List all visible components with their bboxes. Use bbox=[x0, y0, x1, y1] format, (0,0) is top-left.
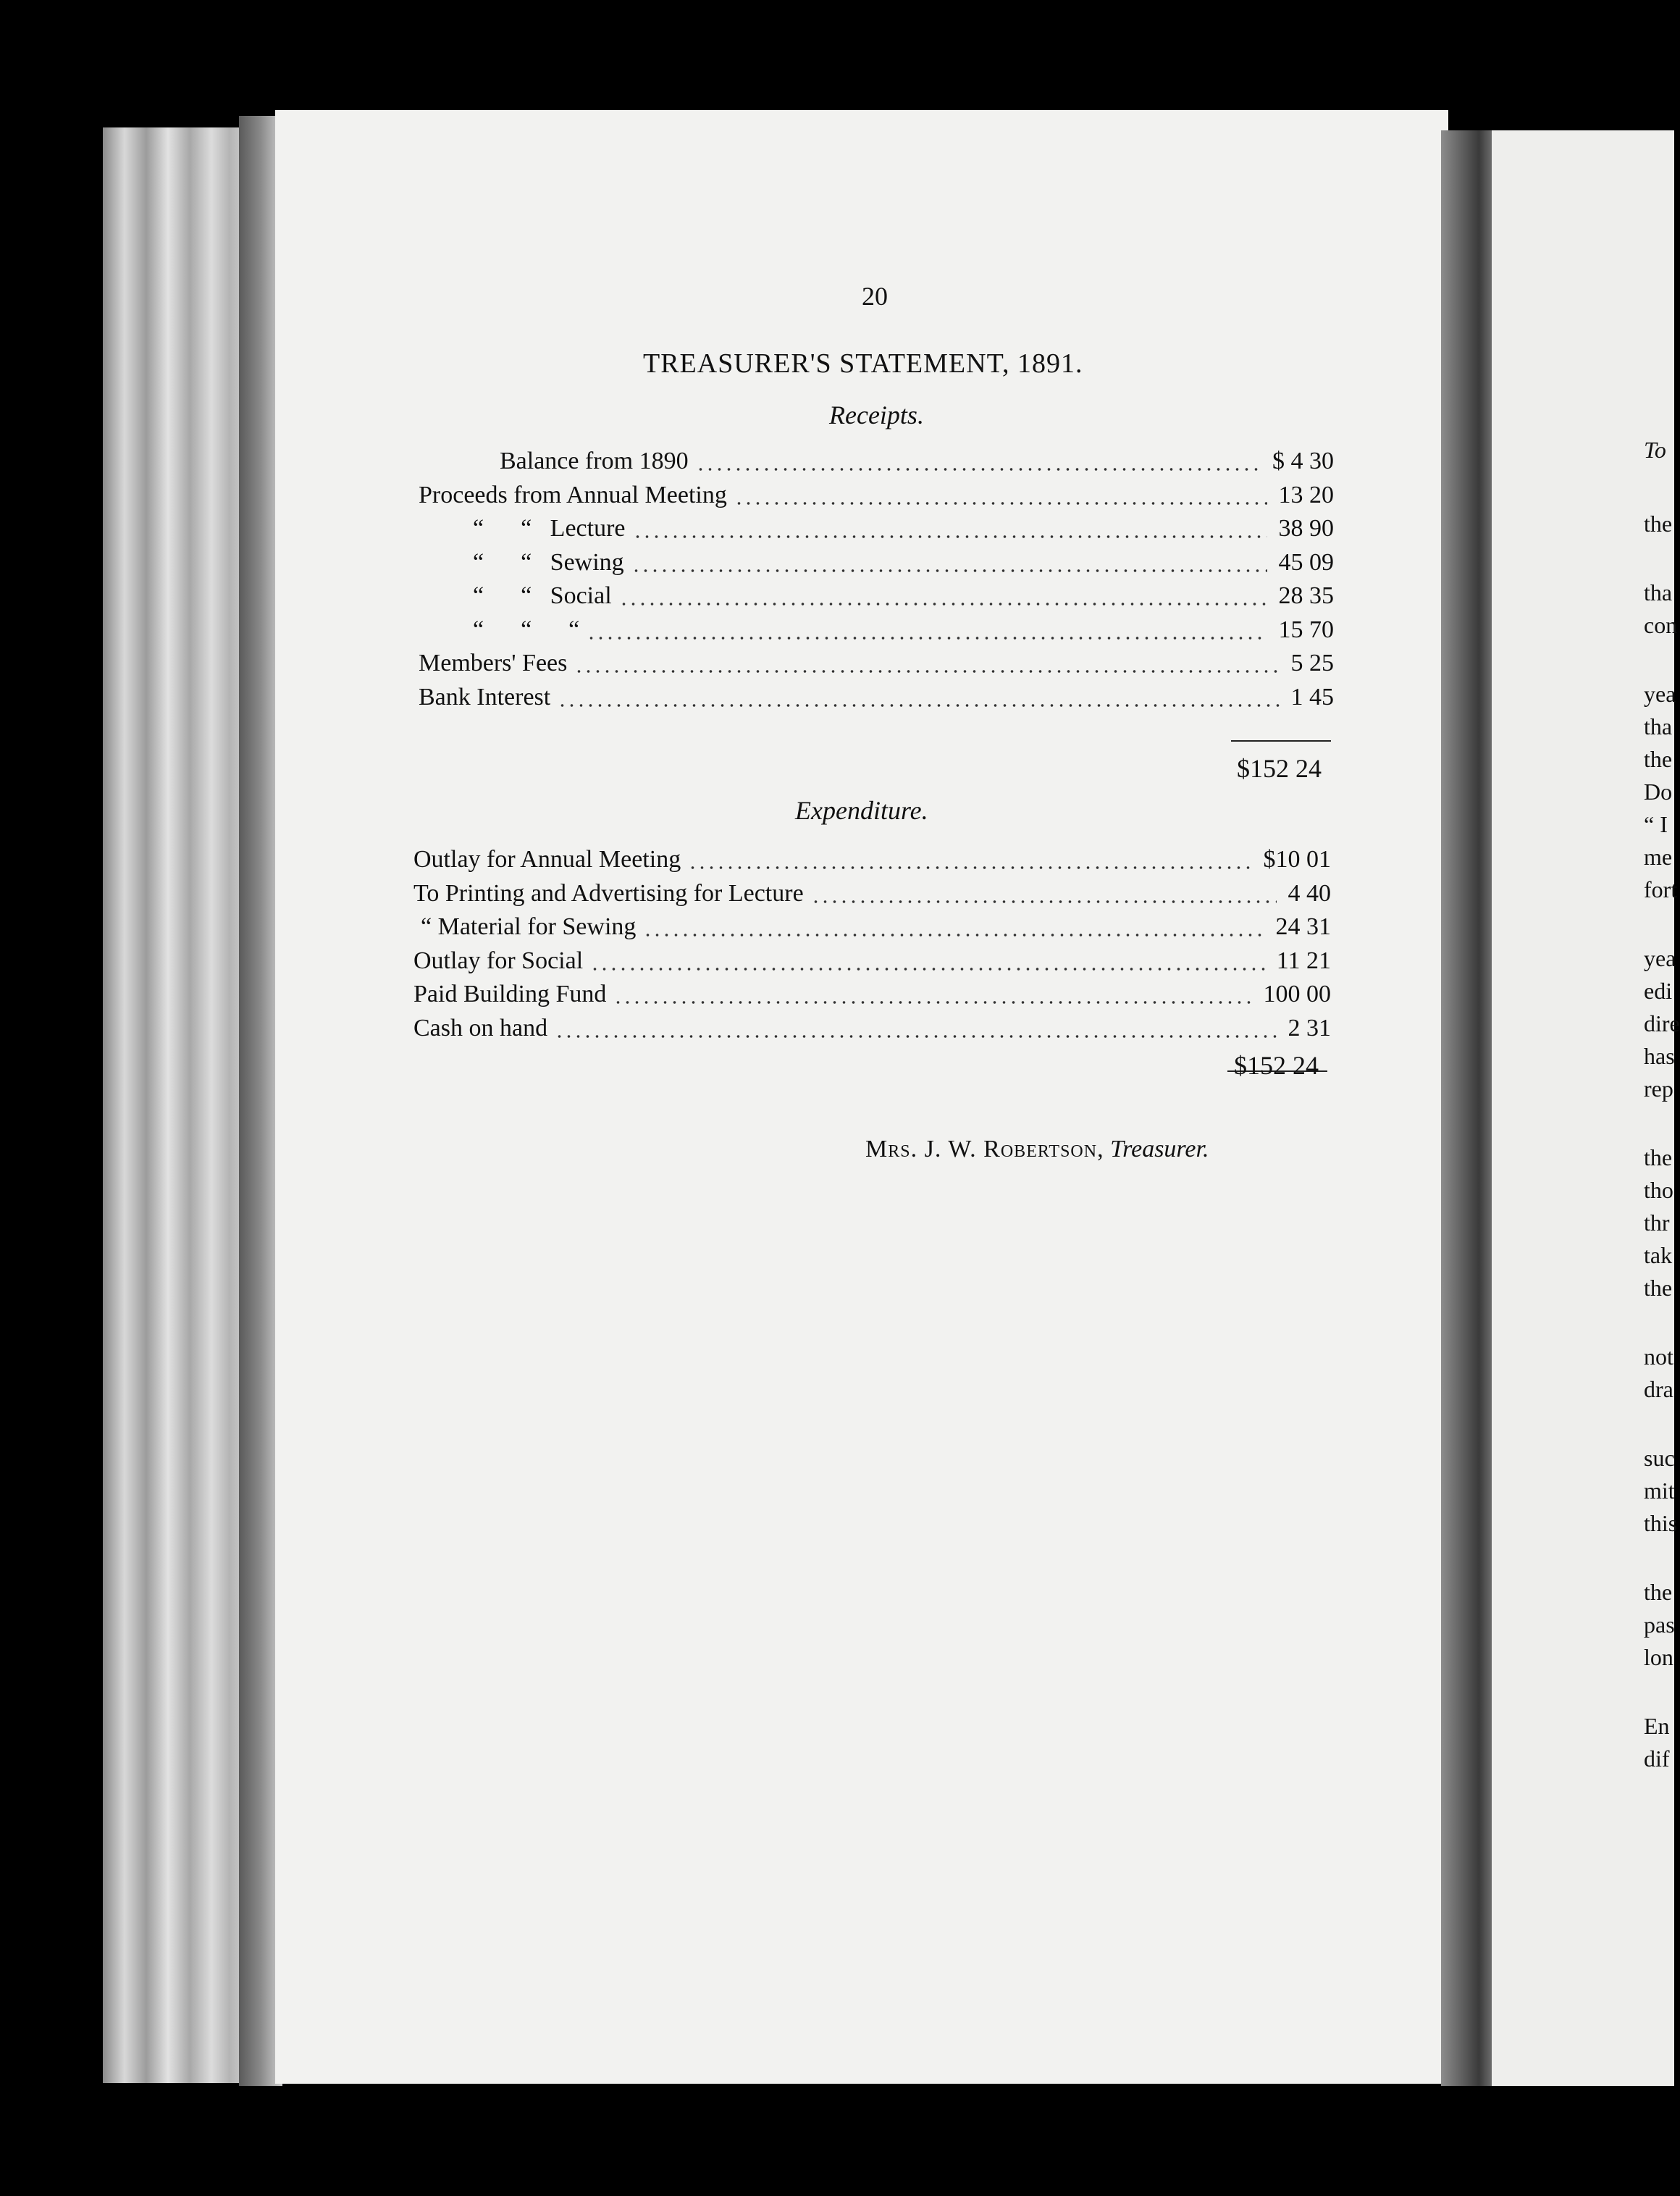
expenditure-label: To Printing and Advertising for Lecture bbox=[413, 879, 804, 907]
facing-page-fragment: the bbox=[1644, 1144, 1673, 1170]
receipt-label: “ “ Social bbox=[473, 582, 612, 609]
facing-page-fragment: edi bbox=[1644, 978, 1673, 1004]
receipt-leader-dots bbox=[558, 704, 1279, 707]
facing-page-fragment: dra bbox=[1644, 1376, 1673, 1402]
expenditure-heading: Expenditure. bbox=[795, 796, 928, 825]
receipt-amount: 5 25 bbox=[1290, 650, 1334, 676]
receipt-leader-dots bbox=[587, 637, 1267, 640]
receipt-leader-dots bbox=[696, 468, 1261, 471]
expenditure-leader-dots bbox=[555, 1035, 1276, 1038]
facing-page-fragment: lon bbox=[1644, 1644, 1673, 1670]
receipt-leader-dots bbox=[631, 569, 1267, 572]
statement-title: TREASURER'S STATEMENT, 1891. bbox=[643, 348, 1083, 379]
facing-page-fragment: pas bbox=[1644, 1612, 1675, 1638]
receipt-row bbox=[473, 515, 1334, 548]
expenditure-label: Paid Building Fund bbox=[413, 981, 607, 1007]
expenditure-amount: 4 40 bbox=[1288, 879, 1331, 907]
expenditure-total: $152 24 bbox=[1234, 1051, 1319, 1080]
facing-page-fragment: Do bbox=[1644, 779, 1673, 805]
receipt-label: “ “ Lecture bbox=[473, 515, 626, 542]
expenditure-leader-dots bbox=[613, 1001, 1251, 1004]
receipt-label: “ “ Sewing bbox=[473, 548, 624, 576]
receipt-label: Balance from 1890 bbox=[500, 448, 689, 474]
page-number: 20 bbox=[862, 282, 888, 311]
facing-page-fragment: con bbox=[1644, 612, 1678, 638]
receipts-heading: Receipts. bbox=[829, 401, 924, 429]
receipt-row bbox=[419, 482, 1334, 515]
expenditure-label: Cash on hand bbox=[413, 1014, 548, 1042]
receipt-label: Proceeds from Annual Meeting bbox=[419, 481, 727, 508]
receipt-label: “ “ “ bbox=[473, 616, 580, 643]
receipt-amount: $ 4 30 bbox=[1272, 448, 1334, 474]
expenditure-row bbox=[413, 880, 1331, 913]
facing-page-fragment: the bbox=[1644, 1275, 1673, 1301]
facing-page-fragment: the bbox=[1644, 746, 1673, 772]
facing-page-fragment: To bbox=[1644, 437, 1666, 463]
expenditure-row bbox=[413, 947, 1331, 981]
expenditure-row bbox=[413, 846, 1331, 879]
facing-page-fragment: tha bbox=[1644, 713, 1673, 739]
facing-page-fragment: dif bbox=[1644, 1746, 1670, 1772]
facing-page-fragment: suc bbox=[1644, 1445, 1675, 1471]
receipt-label: Members' Fees bbox=[419, 650, 568, 676]
expenditure-row bbox=[421, 913, 1331, 947]
facing-page-fragment: rep bbox=[1644, 1076, 1673, 1102]
expenditure-leader-dots bbox=[811, 900, 1277, 903]
expenditure-amount: 100 00 bbox=[1263, 981, 1331, 1007]
facing-page-fragment: En bbox=[1644, 1713, 1670, 1739]
receipt-row bbox=[473, 582, 1334, 616]
facing-page-fragment: fort bbox=[1644, 876, 1678, 902]
treasurer-role: Treasurer. bbox=[1110, 1136, 1209, 1162]
receipt-amount: 45 09 bbox=[1278, 548, 1334, 576]
receipt-amount: 38 90 bbox=[1278, 515, 1334, 542]
expenditure-label: Outlay for Annual Meeting bbox=[413, 846, 681, 873]
facing-page-fragment: me bbox=[1644, 844, 1673, 870]
expenditure-leader-dots bbox=[590, 968, 1265, 971]
facing-page-fragment: mit bbox=[1644, 1478, 1675, 1504]
expenditure-row bbox=[413, 981, 1331, 1014]
receipt-row bbox=[500, 448, 1334, 481]
facing-page-fragment: thr bbox=[1644, 1210, 1670, 1236]
receipt-leader-dots bbox=[734, 502, 1267, 505]
expenditure-row bbox=[413, 1015, 1331, 1048]
receipt-row bbox=[419, 650, 1334, 683]
facing-page-fragment: this bbox=[1644, 1510, 1678, 1536]
facing-page-fragment: yea bbox=[1644, 681, 1676, 707]
receipt-row bbox=[419, 684, 1334, 717]
expenditure-label: Outlay for Social bbox=[413, 947, 584, 974]
facing-page-fragment: yea bbox=[1644, 945, 1676, 971]
expenditure-amount: 24 31 bbox=[1275, 913, 1331, 940]
facing-page-fragment: dire bbox=[1644, 1010, 1680, 1036]
facing-page-fragment: not bbox=[1644, 1344, 1673, 1370]
facing-page-fragment: the bbox=[1644, 1579, 1673, 1605]
facing-page bbox=[1492, 130, 1674, 2086]
expenditure-label: “ Material for Sewing bbox=[421, 913, 637, 940]
expenditure-leader-dots bbox=[688, 866, 1251, 869]
receipt-leader-dots bbox=[619, 603, 1267, 605]
receipt-amount: 28 35 bbox=[1278, 582, 1334, 609]
treasurer-name: Mrs. J. W. Robertson, bbox=[865, 1136, 1104, 1162]
receipt-label: Bank Interest bbox=[419, 683, 551, 711]
receipts-total-rule bbox=[1231, 740, 1331, 742]
treasurer-signature bbox=[865, 1136, 1209, 1163]
expenditure-amount: 11 21 bbox=[1276, 947, 1331, 974]
facing-page-fragment: “ I bbox=[1644, 811, 1668, 837]
receipt-amount: 1 45 bbox=[1290, 683, 1334, 711]
receipt-row bbox=[473, 549, 1334, 582]
facing-page-fragment: tak bbox=[1644, 1242, 1673, 1268]
facing-page-fragment: tho bbox=[1644, 1177, 1673, 1203]
facing-page-fragment: tha bbox=[1644, 579, 1673, 605]
receipts-total: $152 24 bbox=[1237, 754, 1322, 783]
expenditure-amount: 2 31 bbox=[1288, 1014, 1331, 1042]
receipt-row bbox=[473, 616, 1334, 650]
book-spine bbox=[1441, 130, 1495, 2086]
expenditure-amount: $10 01 bbox=[1263, 846, 1331, 873]
receipt-amount: 15 70 bbox=[1278, 616, 1334, 643]
receipt-leader-dots bbox=[633, 535, 1267, 538]
facing-page-fragment: has bbox=[1644, 1043, 1675, 1069]
receipt-leader-dots bbox=[574, 670, 1279, 673]
expenditure-leader-dots bbox=[643, 934, 1264, 936]
receipt-amount: 13 20 bbox=[1278, 481, 1334, 508]
facing-page-fragment: the bbox=[1644, 511, 1673, 537]
